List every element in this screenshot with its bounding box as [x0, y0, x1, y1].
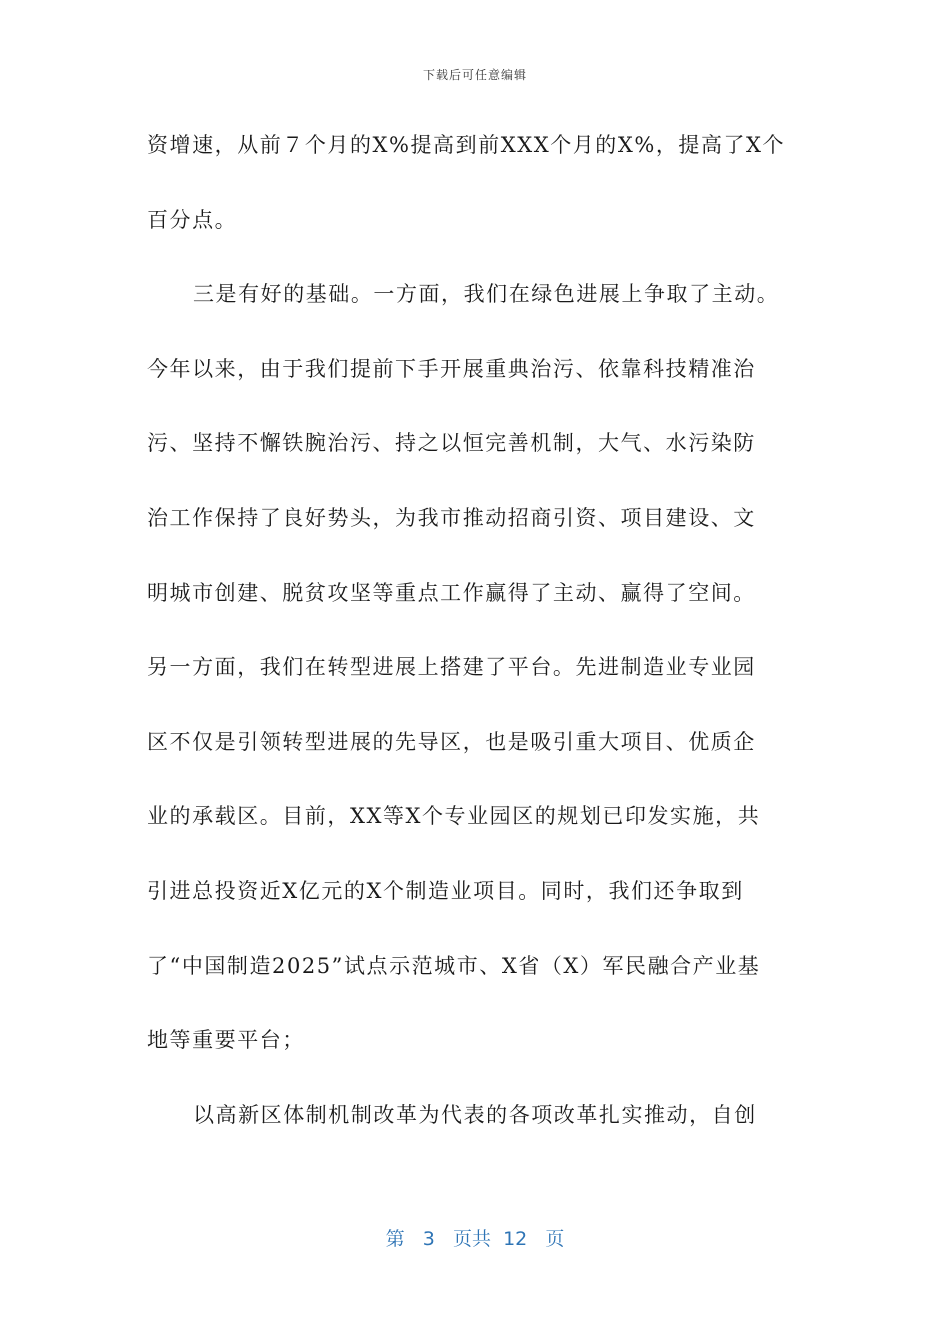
- text-line: 业的承载区。目前，XX等X个专业园区的规划已印发实施，共: [147, 804, 761, 829]
- text-line: 地等重要平台；: [147, 1028, 305, 1053]
- page-footer: [0, 1224, 950, 1251]
- text-line: 今年以来，由于我们提前下手开展重典治污、依靠科技精准治: [147, 356, 756, 381]
- text-line: 治工作保持了良好势头，为我市推动招商引资、项目建设、文: [147, 505, 756, 530]
- paragraph-start-line: 以高新区体制机制改革为代表的各项改革扎实推动，自创: [193, 1102, 757, 1127]
- text-line: 另一方面，我们在转型进展上搭建了平台。先进制造业专业园: [147, 655, 756, 680]
- header-note: 下载后可任意编辑: [422, 68, 527, 82]
- paragraph-start-line: 三是有好的基础。一方面，我们在绿色进展上争取了主动。: [193, 282, 780, 307]
- text-line: 资增速，从前７个月的X%提高到前XXX个月的X%，提高了X个: [147, 133, 786, 157]
- page-number: 3: [422, 1228, 435, 1250]
- text-line: 引进总投资近X亿元的X个制造业项目。同时，我们还争取到: [147, 878, 744, 903]
- page-label-suffix: 页: [545, 1228, 565, 1250]
- document-body: [147, 120, 807, 1164]
- page-label-mid: 页共: [452, 1228, 491, 1250]
- text-line: 区不仅是引领转型进展的先导区，也是吸引重大项目、优质企: [147, 729, 756, 754]
- total-pages: 12: [503, 1228, 528, 1250]
- text-line: 了“中国制造2025”试点示范城市、X省（X）军民融合产业基: [147, 953, 761, 978]
- text-line: 明城市创建、脱贫攻坚等重点工作赢得了主动、赢得了空间。: [147, 580, 756, 605]
- page-label-prefix: 第: [385, 1228, 405, 1250]
- text-line: 百分点。: [147, 207, 238, 232]
- text-line: 污、坚持不懈铁腕治污、持之以恒完善机制，大气、水污染防: [147, 431, 756, 456]
